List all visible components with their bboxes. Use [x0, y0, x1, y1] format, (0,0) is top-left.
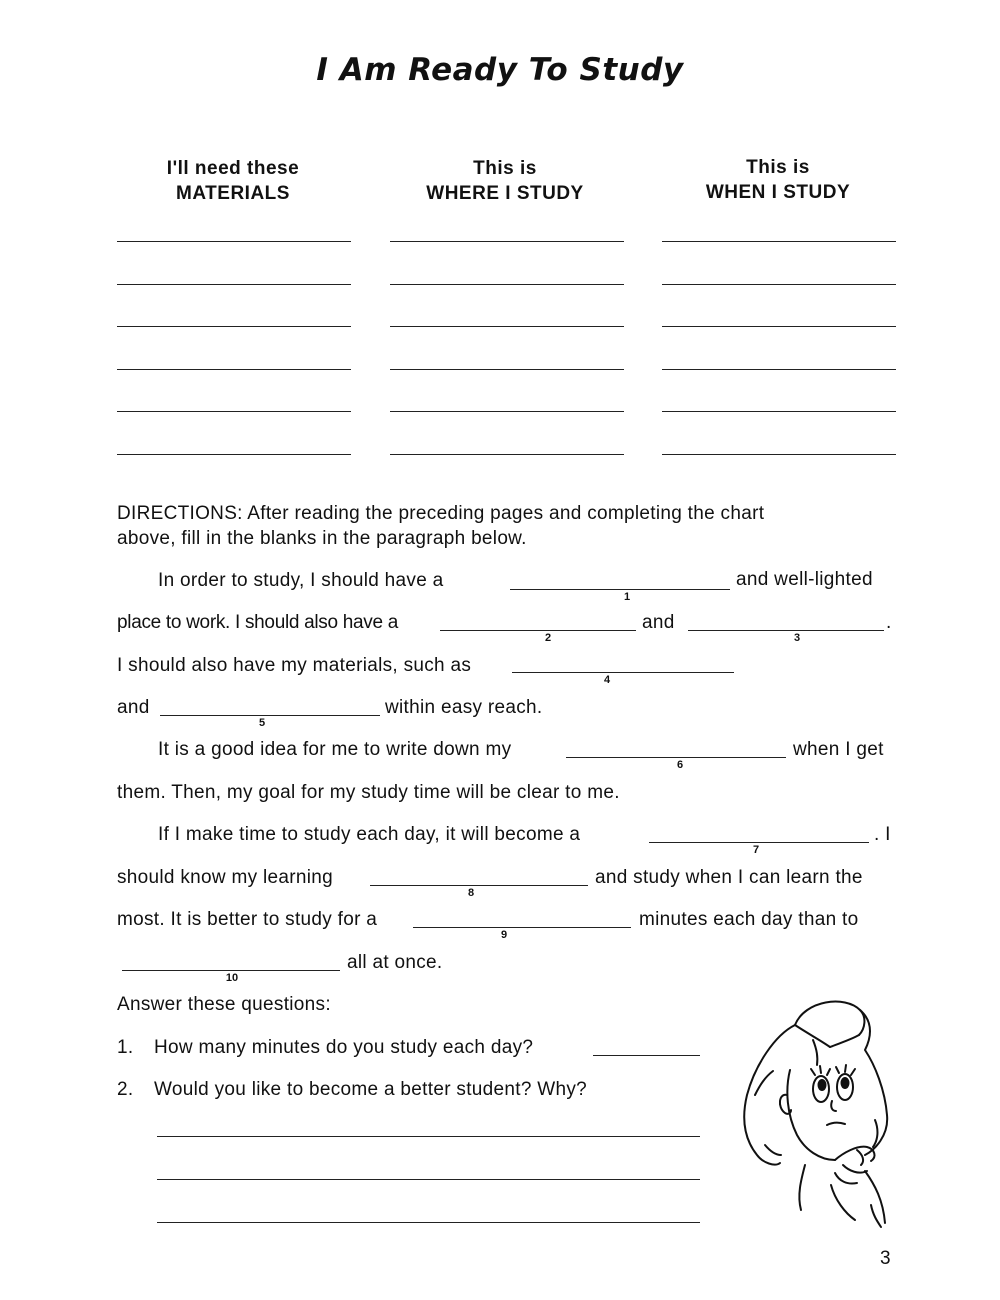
header-line: This is	[473, 158, 537, 179]
question-number: 1.	[117, 1037, 134, 1058]
answer-line-2[interactable]	[157, 1179, 700, 1180]
question-text: How many minutes do you study each day?	[154, 1037, 534, 1058]
directions-line: DIRECTIONS: After reading the preceding pages and completing the chart	[117, 503, 765, 524]
paragraph-text: I should also have my materials, such as	[117, 655, 472, 676]
materials-write-line[interactable]	[117, 326, 351, 327]
where-write-line[interactable]	[390, 326, 624, 327]
paragraph-text: when I get	[793, 739, 884, 760]
blank-7[interactable]	[649, 842, 869, 843]
blank-number: 5	[258, 717, 266, 729]
when-write-line[interactable]	[662, 284, 896, 285]
blank-number: 2	[544, 632, 552, 644]
paragraph-text: all at once.	[347, 952, 443, 973]
materials-write-line[interactable]	[117, 241, 351, 242]
question-text: Would you like to become a better student? Why?	[154, 1079, 588, 1100]
blank-10[interactable]	[122, 970, 340, 971]
blank-9[interactable]	[413, 927, 631, 928]
materials-column-header	[103, 156, 363, 206]
answer-line-2[interactable]	[157, 1222, 700, 1223]
materials-write-line[interactable]	[117, 411, 351, 412]
page-title: I Am Ready To Study	[316, 52, 684, 88]
blank-number: 3	[793, 632, 801, 644]
when-write-line[interactable]	[662, 369, 896, 370]
blank-4[interactable]	[512, 672, 734, 673]
blank-number: 4	[603, 674, 611, 686]
paragraph-text: and study when I can learn the	[595, 867, 863, 888]
header-line: MATERIALS	[176, 183, 290, 204]
paragraph-text: and well-lighted	[736, 569, 873, 590]
paragraph-text: It is a good idea for me to write down my	[158, 739, 512, 760]
paragraph-text: .	[886, 612, 892, 633]
header-line: WHEN I STUDY	[705, 182, 851, 203]
paragraph-text: most. It is better to study for a	[117, 909, 378, 930]
paragraph-text: them. Then, my goal for my study time will be clear to me.	[117, 782, 620, 803]
where-write-line[interactable]	[390, 284, 624, 285]
paragraph-text: and	[117, 697, 150, 718]
paragraph-text: place to work. I should also have a	[117, 612, 399, 633]
blank-2[interactable]	[440, 630, 636, 631]
when-write-line[interactable]	[662, 241, 896, 242]
blank-number: 10	[225, 972, 239, 984]
paragraph-text: In order to study, I should have a	[158, 570, 444, 591]
paragraph-text: within easy reach.	[385, 697, 543, 718]
blank-number: 9	[500, 929, 508, 941]
materials-write-line[interactable]	[117, 454, 351, 455]
header-line: WHERE I STUDY	[426, 183, 584, 204]
paragraph-text: should know my learning	[117, 867, 334, 888]
blank-number: 7	[752, 844, 760, 856]
where-column-header	[375, 156, 635, 206]
where-write-line[interactable]	[390, 369, 624, 370]
question-number: 2.	[117, 1079, 134, 1100]
when-column-header	[648, 155, 908, 205]
blank-6[interactable]	[566, 757, 786, 758]
answer-line-2[interactable]	[157, 1136, 700, 1137]
blank-number: 8	[467, 887, 475, 899]
blank-number: 6	[676, 759, 684, 771]
paragraph-text: If I make time to study each day, it will become a	[158, 824, 581, 845]
answer-line-1[interactable]	[593, 1055, 700, 1056]
paragraph-text: . I	[874, 824, 891, 845]
when-write-line[interactable]	[662, 326, 896, 327]
blank-number: 1	[623, 591, 631, 603]
blank-5[interactable]	[160, 715, 380, 716]
page-number: 3	[880, 1248, 891, 1269]
when-write-line[interactable]	[662, 454, 896, 455]
materials-write-line[interactable]	[117, 369, 351, 370]
header-line: I'll need these	[166, 158, 300, 179]
materials-write-line[interactable]	[117, 284, 351, 285]
where-write-line[interactable]	[390, 411, 624, 412]
questions-heading: Answer these questions:	[117, 994, 331, 1015]
thinking-girl-illustration	[735, 995, 915, 1230]
where-write-line[interactable]	[390, 454, 624, 455]
blank-8[interactable]	[370, 885, 588, 886]
paragraph-text: minutes each day than to	[639, 909, 859, 930]
blank-3[interactable]	[688, 630, 884, 631]
where-write-line[interactable]	[390, 241, 624, 242]
header-line: This is	[746, 157, 810, 178]
when-write-line[interactable]	[662, 411, 896, 412]
blank-1[interactable]	[510, 589, 730, 590]
directions-line: above, fill in the blanks in the paragraph below.	[117, 528, 527, 549]
paragraph-text: and	[642, 612, 675, 633]
